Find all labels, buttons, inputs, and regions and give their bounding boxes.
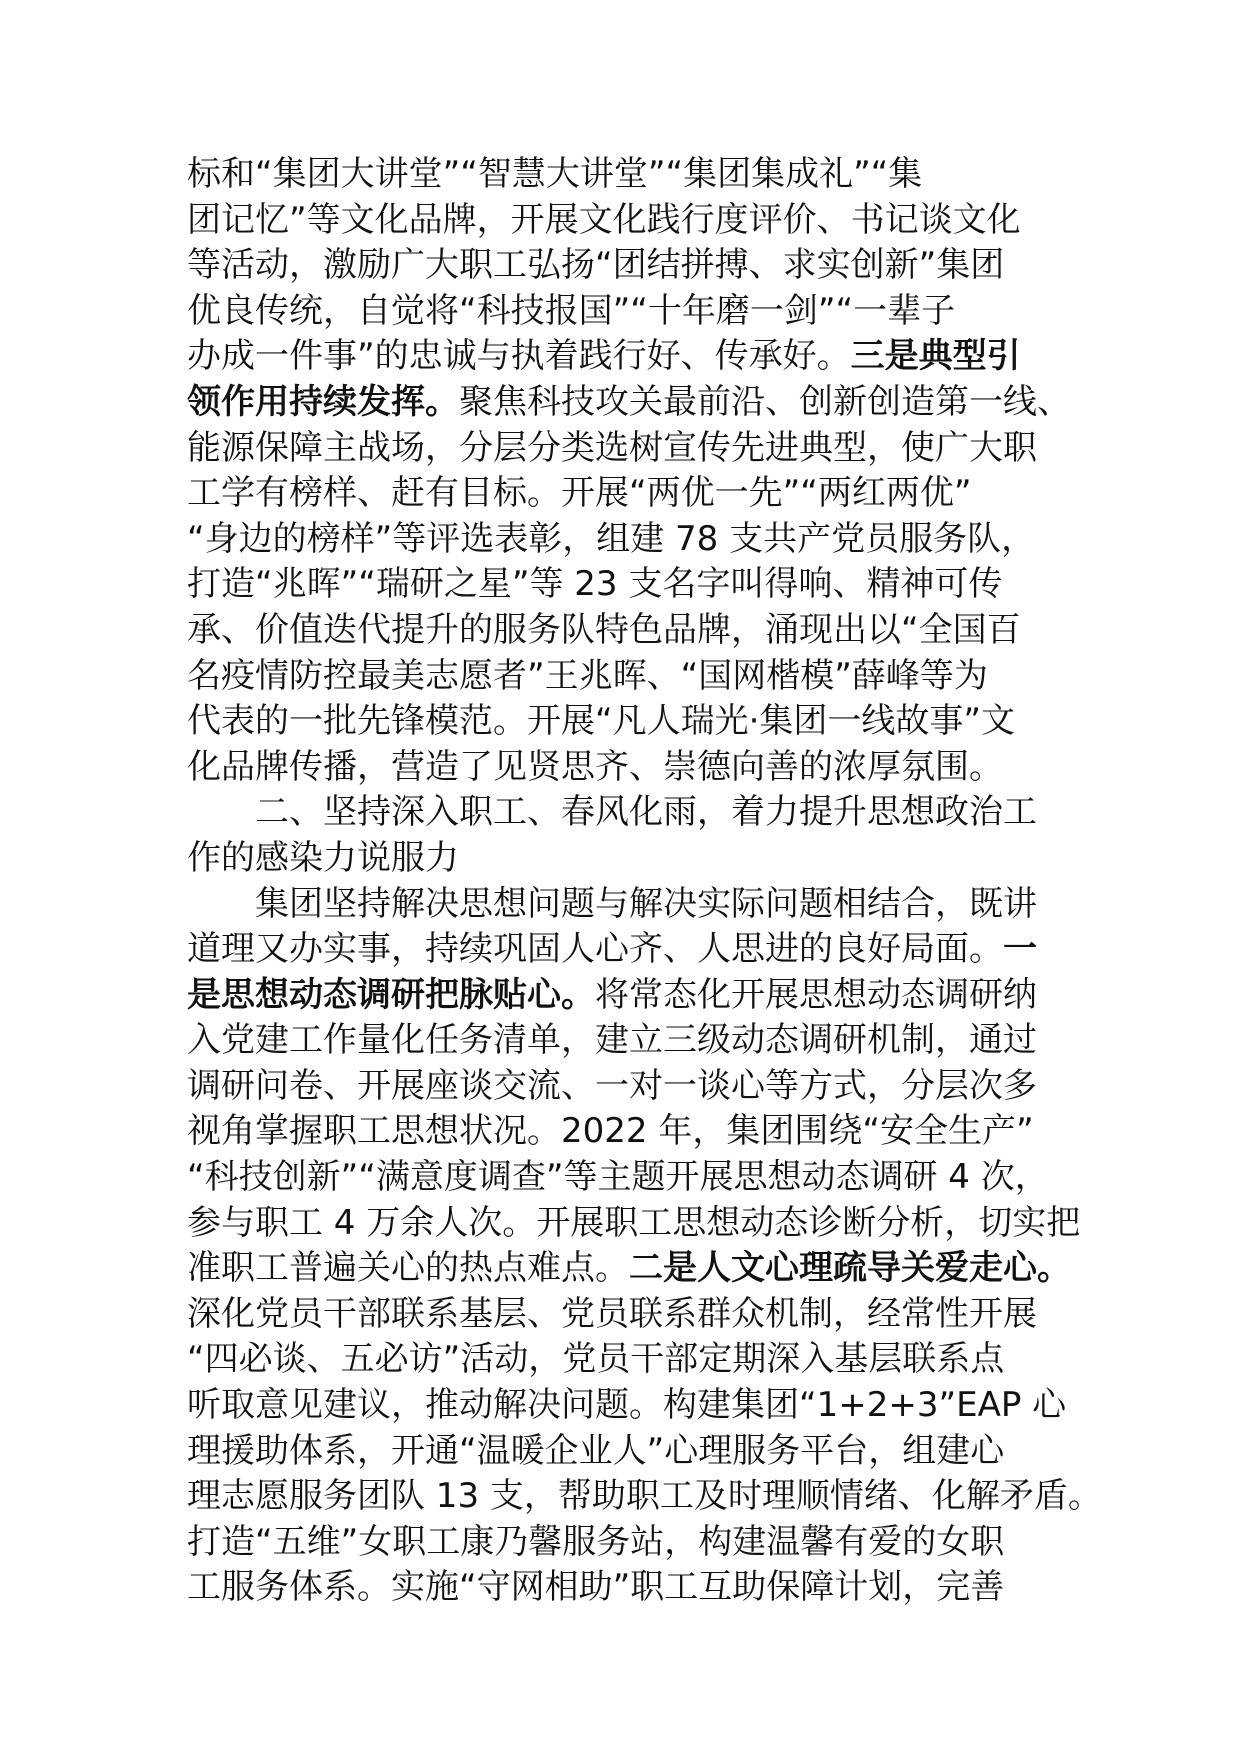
text-segment: 准职工普遍关心的热点难点。 (187, 1248, 629, 1289)
text-segment: “身边的榜样”等评选表彰，组建 78 支共产党员服务队， (187, 518, 1036, 559)
text-segment: 标和“集团大讲堂”“智慧大讲堂”“集团集成礼”“集 (187, 154, 923, 194)
text-line (187, 1064, 1067, 1110)
text-segment: 道理又办实事，持续巩固人心齐、人思进的良好局面。 (187, 929, 1003, 970)
text-line (187, 1109, 1067, 1155)
text-line (187, 836, 1067, 882)
text-line (187, 608, 1067, 654)
text-line (187, 1474, 1102, 1520)
text-segment: 聚焦科技攻关最前沿、创新创造第一线、 (459, 381, 1071, 422)
text-line (187, 1565, 1067, 1611)
text-line (187, 1018, 1067, 1064)
text-segment: 听取意见建议，推动解决问题。构建集团“1+2+3”EAP 心 (187, 1385, 1067, 1426)
text-segment: 视角掌握职工思想状况。2022 年，集团围绕“安全生产” (187, 1111, 1034, 1152)
text-segment: 将常态化开展思想动态调研纳 (595, 974, 1037, 1015)
text-segment: 理援助体系，开通“温暖企业人”心理服务平台，组建心 (187, 1430, 1005, 1471)
text-line (187, 426, 1067, 472)
bold-text-segment: 是思想动态调研把脉贴心。 (187, 974, 595, 1015)
text-segment: “科技创新”“满意度调查”等主题开展思想动态调研 4 次， (187, 1157, 1049, 1198)
text-line (187, 654, 1067, 700)
text-line (187, 1246, 1071, 1292)
text-segment: 化品牌传播，营造了见贤思齐、崇德向善的浓厚氛围。 (187, 746, 1003, 787)
text-segment: 优良传统，自觉将“科技报国”“十年磨一剑”“一辈子 (187, 290, 956, 331)
text-segment: 名疫情防控最美志愿者”王兆晖、“国网楷模”薛峰等为 (187, 655, 988, 696)
text-line (187, 562, 1067, 608)
text-segment: 工服务体系。实施“守网相助”职工互助保障计划，完善 (187, 1567, 1005, 1608)
text-segment: 参与职工 4 万余人次。开展职工思想动态诊断分析，切实把 (187, 1202, 1081, 1243)
text-segment: 深化党员干部联系基层、党员联系群众机制，经常性开展 (187, 1293, 1037, 1334)
text-segment: 打造“五维”女职工康乃馨服务站，构建温馨有爱的女职 (187, 1521, 1005, 1562)
text-line (187, 927, 1067, 973)
text-segment: 入党建工作量化任务清单，建立三级动态调研机制，通过 (187, 1020, 1037, 1061)
text-line (187, 152, 1067, 198)
body-text (187, 152, 1102, 1611)
text-line (187, 243, 1067, 289)
text-line (187, 1520, 1067, 1566)
text-segment: 能源保障主战场，分层分类选树宣传先进典型，使广大职 (187, 427, 1037, 468)
text-line (187, 699, 1067, 745)
text-segment: 承、价值迭代提升的服务队特色品牌，涌现出以“全国百 (187, 609, 1021, 650)
text-segment: 二、坚持深入职工、春风化雨，着力提升思想政治工 (255, 792, 1037, 833)
text-segment: 办成一件事”的忠诚与执着践行好、传承好。 (187, 336, 851, 377)
bold-text-segment: 三是典型引 (850, 336, 1021, 377)
text-segment: 打造“兆晖”“瑞研之星”等 23 支名字叫得响、精神可传 (187, 564, 1003, 605)
bold-text-segment: 领作用持续发挥。 (187, 381, 459, 422)
text-line (187, 1383, 1067, 1429)
text-line (187, 198, 1067, 244)
text-segment: 理志愿服务团队 13 支，帮助职工及时理顺情绪、化解矛盾。 (187, 1476, 1102, 1517)
text-segment: 等活动，激励广大职工弘扬“团结拼搏、求实创新”集团 (187, 245, 1005, 286)
text-line (187, 745, 1067, 791)
text-line (187, 289, 1067, 335)
text-segment: 集团坚持解决思想问题与解决实际问题相结合，既讲 (255, 883, 1037, 924)
text-line (187, 1292, 1067, 1338)
text-line (187, 973, 1067, 1019)
text-line (187, 1201, 1081, 1247)
text-line (187, 471, 1067, 517)
text-line (187, 517, 1067, 563)
text-line (187, 1429, 1067, 1475)
text-line (187, 882, 1067, 928)
text-segment: 调研问卷、开展座谈交流、一对一谈心等方式，分层次多 (187, 1065, 1037, 1106)
bold-text-segment: 二是人文心理疏导关爱走心。 (629, 1248, 1071, 1289)
text-line (187, 1337, 1067, 1383)
text-line (187, 380, 1071, 426)
text-line (187, 1155, 1067, 1201)
text-line (187, 790, 1067, 836)
bold-text-segment: 一 (1003, 929, 1037, 970)
text-segment: 代表的一批先锋模范。开展“凡人瑞光·集团一线故事”文 (187, 701, 1016, 742)
text-segment: 团记忆”等文化品牌，开展文化践行度评价、书记谈文化 (187, 199, 1021, 240)
text-segment: “四必谈、五必访”活动，党员干部定期深入基层联系点 (187, 1339, 1005, 1380)
text-segment: 工学有榜样、赶有目标。开展“两优一先”“两红两优” (187, 473, 972, 514)
text-segment: 作的感染力说服力 (187, 837, 459, 878)
text-line (187, 334, 1067, 380)
